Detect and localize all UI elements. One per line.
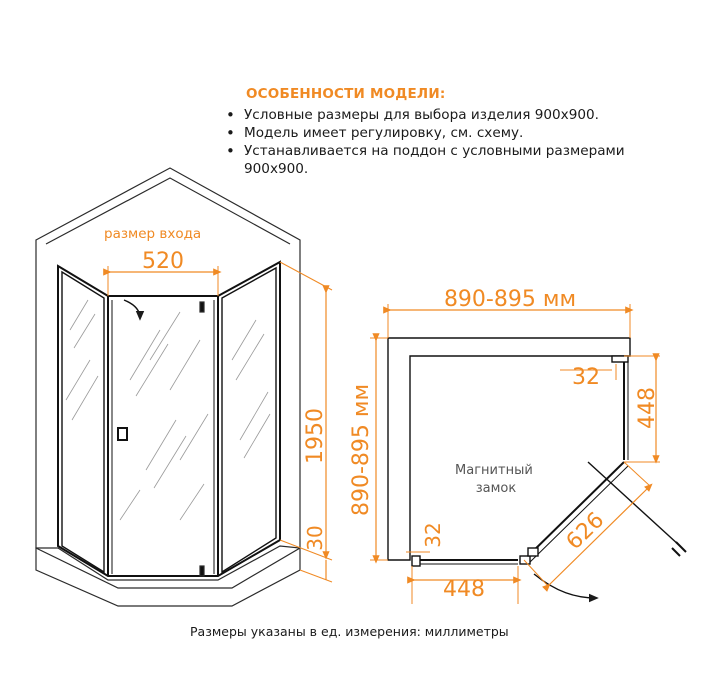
features-title: ОСОБЕННОСТИ МОДЕЛИ: xyxy=(246,86,446,102)
diagonal-value: 626 xyxy=(561,507,610,555)
feature-item: • Устанавливается на поддон с условными размерами 900х900. xyxy=(244,142,674,178)
magnet-label-line: Магнитный xyxy=(455,463,533,478)
side-depth-value: 448 xyxy=(635,387,660,429)
plan-width-value: 890-895 мм xyxy=(443,287,577,312)
plan-view xyxy=(388,338,686,598)
front-dimensions xyxy=(108,262,332,582)
door-swing-arrow xyxy=(124,300,140,318)
offset-top-value: 32 xyxy=(572,365,600,390)
height-value: 1950 xyxy=(303,408,328,464)
bottom-offset-value: 32 xyxy=(421,522,445,548)
plan-depth-value: 890-895 мм xyxy=(349,383,374,517)
door-handle xyxy=(118,428,127,440)
entry-size-label: размер входа xyxy=(104,226,202,242)
feature-item: • Условные размеры для выбора изделия 900х900. xyxy=(244,106,694,124)
bottom-width-value: 448 xyxy=(443,577,485,602)
base-height-value: 30 xyxy=(303,525,327,551)
feature-item: • Модель имеет регулировку, см. схему. xyxy=(244,124,694,142)
units-note: Размеры указаны в ед. измерения: миллиметры xyxy=(190,624,509,639)
glass-reflections xyxy=(66,300,270,520)
enclosure-frame xyxy=(58,262,280,576)
door-open-arrow xyxy=(534,574,596,598)
entry-width-value: 520 xyxy=(142,249,184,274)
magnet-label-line: замок xyxy=(475,481,517,496)
magnet-label xyxy=(455,463,537,496)
